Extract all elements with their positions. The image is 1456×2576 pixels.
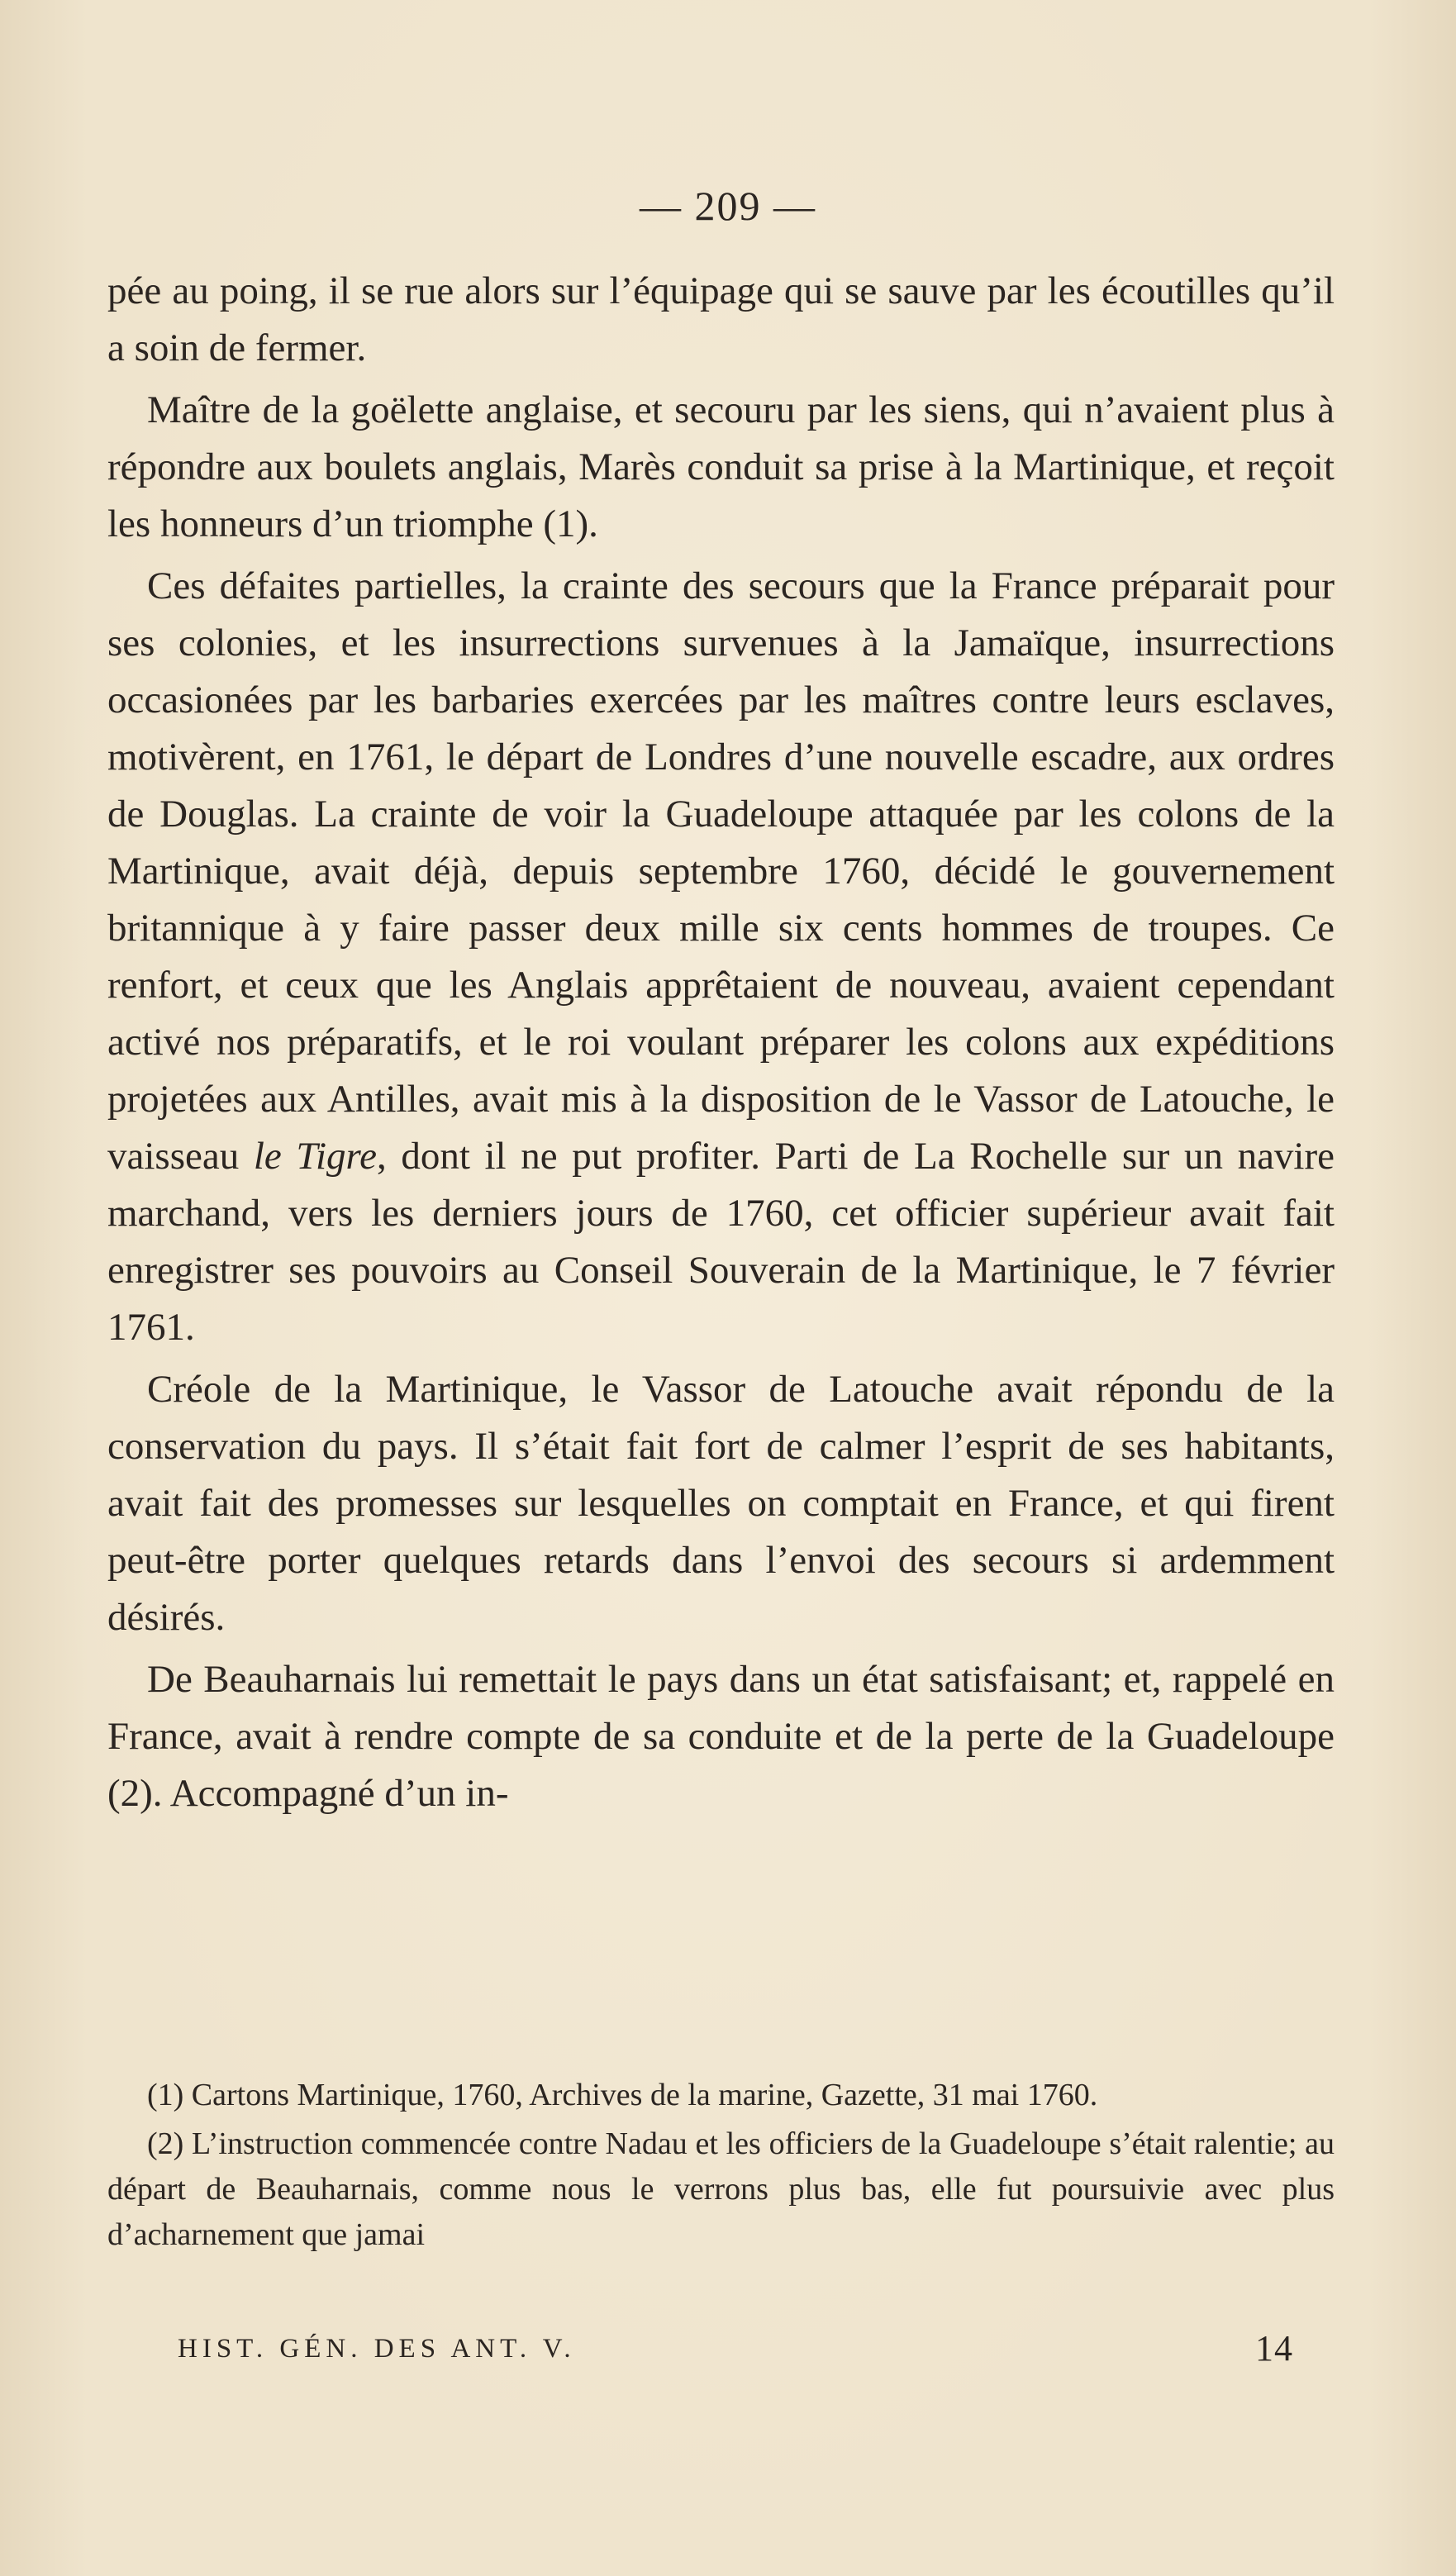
footnote-2: (2) L’instruction commencée contre Nadau et les officiers de la Guadeloupe s’était ralentie; au départ de Beauharnais, comme nous le verrons plus bas, elle fut poursuivie avec plus d’acharnement que jamai — [107, 2126, 1335, 2252]
ship-name: le Tigre — [253, 1135, 377, 1178]
paragraph-3 — [107, 558, 1335, 1356]
paragraph-3-text-after: , dont il ne put profiter. Parti de La Rochelle sur un navire marchand, vers les derniers jours de 1760, cet officier supérieur avait fait enregistrer ses pouvoirs au Conseil Souverain de la Martinique, le 7 février 1761. — [107, 1135, 1335, 1349]
running-title: HIST. GÉN. DES ANT. V. — [178, 2334, 576, 2364]
footnotes — [107, 2073, 1335, 2261]
page-number: — 209 — — [640, 183, 816, 229]
paragraph-1: pée au poing, il se rue alors sur l’équipage qui se sauve par les écoutilles qu’il a soin de fermer. — [107, 269, 1335, 369]
paragraph-3-text: Ces défaites partielles, la crainte des secours que la France préparait pour ses colonies, et les insurrections survenues à la Jamaïque, insurrections occasionées par les barbaries exercées par les maîtres contre leurs esclaves, motivèrent, en 1761, le départ de Londres d’une nouvelle escadre, aux ordres de Douglas. La crainte de voir la Guadeloupe attaquée par les colons de la Martinique, avait déjà, depuis septembre 1760, décidé le gouvernement britannique à y faire passer deux mille six cents hommes de troupes. Ce renfort, et ceux que les Anglais apprêtaient de nouveau, avaient cependant activé nos préparatifs, et le roi voulant préparer les colons aux expéditions projetées aux Antilles, avait mis à la disposition de le Vassor de Latouche, le vaisseau — [107, 564, 1335, 1178]
signature-mark: 14 — [1255, 2328, 1293, 2369]
paragraph-2: Maître de la goëlette anglaise, et secouru par les siens, qui n’avaient plus à répondre aux boulets anglais, Marès conduit sa prise à la Martinique, et reçoit les honneurs d’un triomphe (1). — [107, 388, 1335, 545]
footnote-1: (1) Cartons Martinique, 1760, Archives de la marine, Gazette, 31 mai 1760. — [147, 2078, 1098, 2112]
body-text — [107, 263, 1335, 1827]
paragraph-4: Créole de la Martinique, le Vassor de Latouche avait répondu de la conservation du pays. Il s’était fait fort de calmer l’esprit de ses habitants, avait fait des promesses sur lesquelles on comptait en France, et qui firent peut-être porter quelques retards dans l’envoi des secours si ardemment désirés. — [107, 1368, 1335, 1639]
paragraph-5: De Beauharnais lui remettait le pays dans un état satisfaisant; et, rappelé en France, avait à rendre compte de sa conduite et de la perte de la Guadeloupe (2). Accompagné d’un in- — [107, 1658, 1335, 1815]
page-footer — [178, 2328, 1293, 2369]
